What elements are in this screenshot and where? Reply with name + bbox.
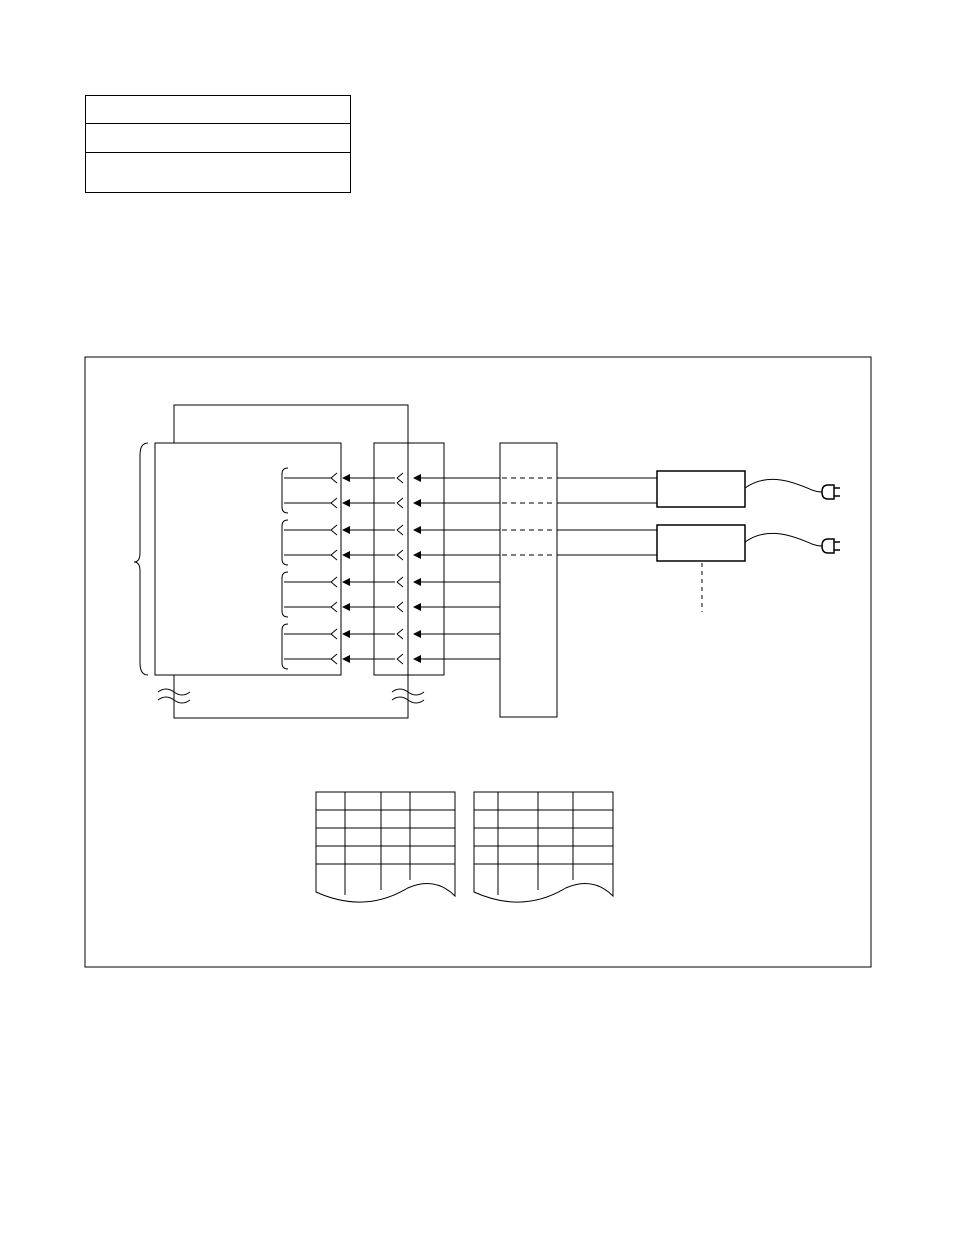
plug-icon [822, 485, 840, 499]
terminal-unit-1 [657, 471, 745, 507]
power-cord-2 [745, 533, 824, 546]
power-cord-1 [745, 479, 824, 492]
cross-connect-block [500, 443, 557, 717]
terminal-unit-2 [657, 525, 745, 561]
paper-table-1 [316, 792, 455, 902]
left-brace [134, 443, 148, 675]
plug-icon [822, 539, 840, 553]
paper-table-2 [474, 792, 613, 902]
